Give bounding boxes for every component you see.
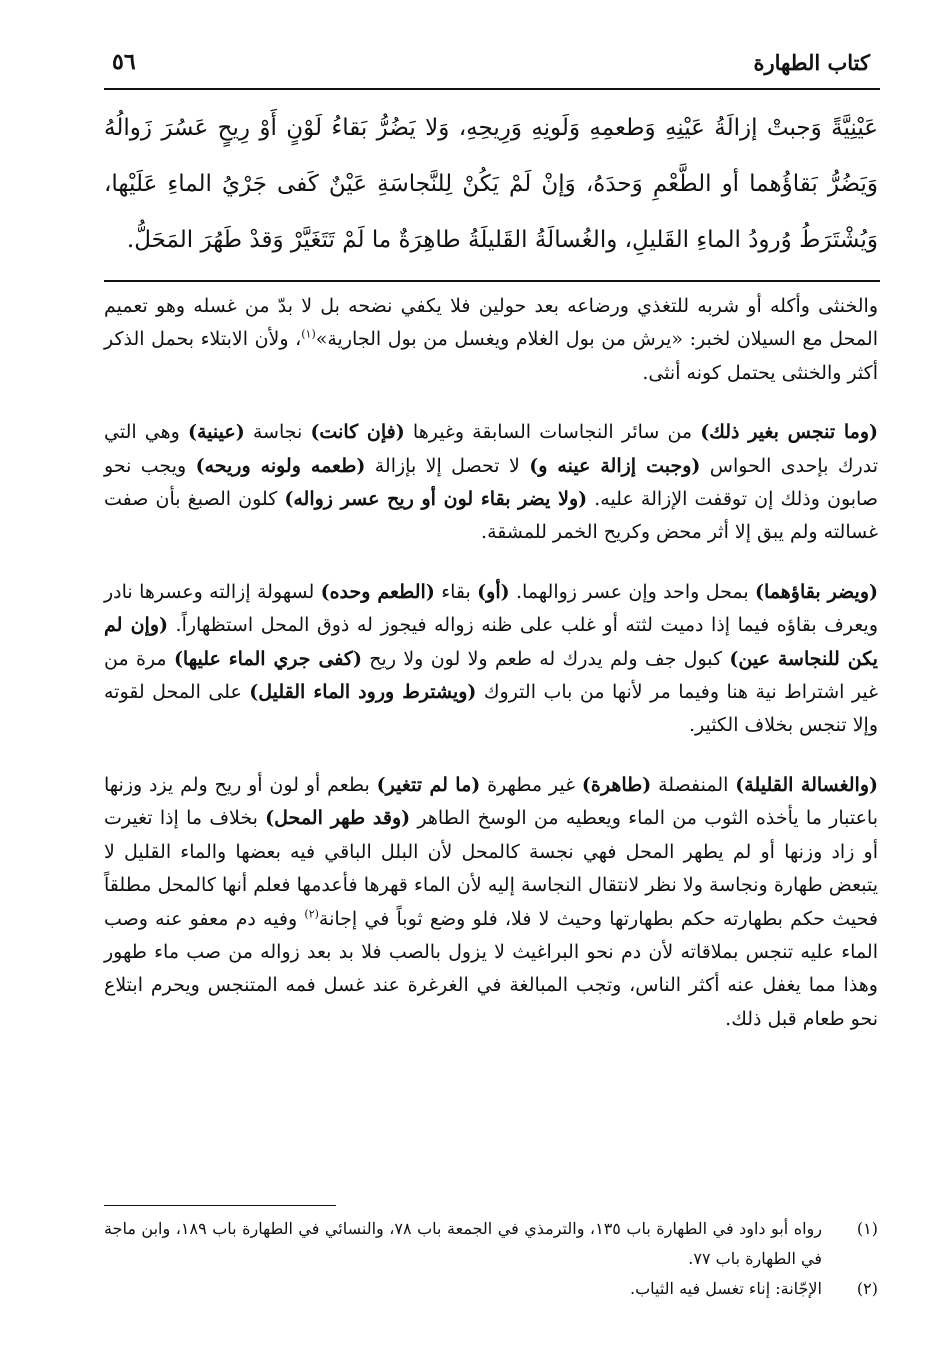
matn-quote: (فإن كانت)	[310, 421, 405, 444]
text-run: وهي التي تدرك بإحدى الحواس	[104, 421, 878, 477]
page-number: ٥٦	[112, 49, 136, 75]
matn-divider	[104, 280, 880, 282]
text-run: بطعم أو لون أو ريح ولم يزد وزنها باعتبار ما يأخذه الثوب من الماء ويعطيه من الوسخ الطاهر	[104, 773, 878, 830]
matn-text: عَيْنِيَّةً وَجبتْ إزالَةُ عَيْنِهِ وَطعمِهِ وَلَونِهِ وَرِيحِهِ، وَلا يَضُرُّ بَقاءُ لَوْنٍ أَوْ رِيحٍ عَسُرَ زَوالُهُ وَيَضُرُّ بَقاؤُهما أو الطَّعْمِ وَحدَهُ، وَإنْ لَمْ يَكُنْ لِلنَّجاسَةِ عَيْنٌ كَفى جَرْيُ الماءِ عَلَيْها، وَيُشْتَرَطُ وُرودُ الماءِ القَليلِ، والغُسالَةُ القَليلَةُ طاهِرَةٌ ما لَمْ تَتَغَيَّرْ وَقدْ طَهُرَ المَحَلُّ.	[104, 115, 878, 253]
matn-quote: (وجبت إزالة عينه و)	[529, 454, 701, 477]
commentary	[104, 290, 878, 1036]
text-run: وفيه دم معفو عنه وصب الماء عليه تنجس بملاقاته لأن دم نحو البراغيث لا يزول بالصب فلا بد بعد زواله من صب ماء طهور وهذا مما يغفل عنه أكثر الناس، وتجب المبالغة في الغرغرة عند غسل فمه المتنجس ويحرم ابتلاع نحو طعام قبل ذلك.	[104, 907, 878, 1030]
matn-quote: (طعمه ولونه وريحه)	[195, 454, 366, 477]
matn-quote: (وما تنجس بغير ذلك)	[700, 421, 879, 444]
text-run: لا تحصل إلا بإزالة	[365, 454, 530, 477]
commentary-paragraph-2	[104, 416, 878, 550]
footnote-ref-1: (١)	[301, 328, 316, 342]
matn-quote: (كفى جري الماء عليها)	[173, 647, 362, 670]
header-rule	[104, 88, 880, 90]
footnote-number: (١)	[856, 1219, 878, 1238]
matn-quote: (الطعم وحده)	[320, 580, 435, 603]
text-run: من سائر النجاسات السابقة وغيرها	[404, 421, 701, 444]
footnote-text: الإجّانة: إناء تغسل فيه الثياب.	[629, 1279, 822, 1298]
commentary-paragraph-1	[104, 290, 878, 390]
text-run: بقاء	[434, 580, 478, 603]
commentary-paragraph-3	[104, 576, 878, 743]
matn-quote: (ولا يضر بقاء لون أو ريح عسر زواله)	[284, 488, 588, 511]
matn-quote: (وقد طهر المحل)	[265, 807, 411, 830]
text-run: لسهولة إزالته وعسرها نادر ويعرف بقاؤه فيما إذا دميت لثته أو غلب على ظنه زواله فيجوز له ذوق المحل استظهاراً.	[104, 580, 878, 637]
text-run: نجاسة	[244, 421, 311, 444]
text-run: على المحل لقوته وإلا تنجس بخلاف الكثير.	[104, 681, 878, 737]
footnote-text: رواه أبو داود في الطهارة باب ١٣٥، والترمذي في الجمعة باب ٧٨، والنسائي في الطهارة باب ١٨٩، وابن ماجة في الطهارة باب ٧٧.	[104, 1219, 823, 1268]
matn-quote: (ويشترط ورود الماء القليل)	[249, 681, 477, 704]
text-run: مرة من غير اشتراط نية هنا وفيما مر لأنها من باب التروك	[104, 647, 878, 704]
matn-quote: (ويضر بقاؤهما)	[755, 580, 878, 603]
footnote-number: (٢)	[856, 1279, 878, 1298]
footnotes	[104, 1214, 878, 1304]
matn-quote: (وإن لم يكن للنجاسة عين)	[104, 614, 878, 670]
text-run: غير مطهرة	[480, 773, 582, 796]
text-run: كلون الصبغ بأن صفت غسالته ولم يبق إلا أثر محض وكريح الخمر للمشقة.	[104, 488, 878, 544]
matn-quote: (أو)	[477, 580, 510, 603]
text-run: ويجب نحو صابون وذلك إن توقفت الإزالة عليه.	[104, 454, 878, 511]
text-run: والخنثى وأكله أو شربه للتغذي ورضاعه بعد حولين فلا يكفي نضحه بل لا بدّ من غسله وهو تعميم المحل مع السيلان لخبر: «يرش من بول الغلام ويغسل من بول الجارية»	[104, 295, 878, 351]
footnote-ref-2: (٢)	[304, 907, 319, 921]
matn-quote: (ما لم تتغير)	[376, 773, 481, 796]
page-header	[112, 40, 870, 84]
commentary-paragraph-4	[104, 769, 878, 1036]
footnote-1	[104, 1214, 878, 1274]
footnote-2	[104, 1274, 878, 1304]
matn-quote: (والغسالة القليلة)	[735, 773, 878, 796]
text-run: كبول جف ولم يدرك له طعم ولا لون ولا ريح	[361, 647, 730, 670]
running-head: كتاب الطهارة	[753, 49, 870, 75]
text-run: بمحل واحد وإن عسر زوالهما.	[509, 580, 755, 603]
footnote-divider	[104, 1205, 336, 1206]
matn-quote: (طاهرة)	[581, 773, 652, 796]
text-run: ، ولأن الابتلاء بحمل الذكر أكثر والخنثى يحتمل كونه أنثى.	[104, 328, 878, 384]
matn-quote: (عينية)	[187, 421, 245, 444]
text-run: المنفصلة	[651, 773, 736, 796]
text-run: بخلاف ما إذا تغيرت أو زاد وزنها أو لم يطهر المحل فهي نجسة كالمحل لأن البلل الباقي فيه بعضها والماء القليل لا يتبعض طهارة ونجاسة ولا نظر لانتقال النجاسة إليه لأن الماء قهرها فأعدمها فعلم أنها كالمحل مطلقاً فحيث حكم بطهارته حكم بطهارتها وحيث لا فلا، فلو وضع ثوباً في إجانة	[104, 807, 878, 930]
